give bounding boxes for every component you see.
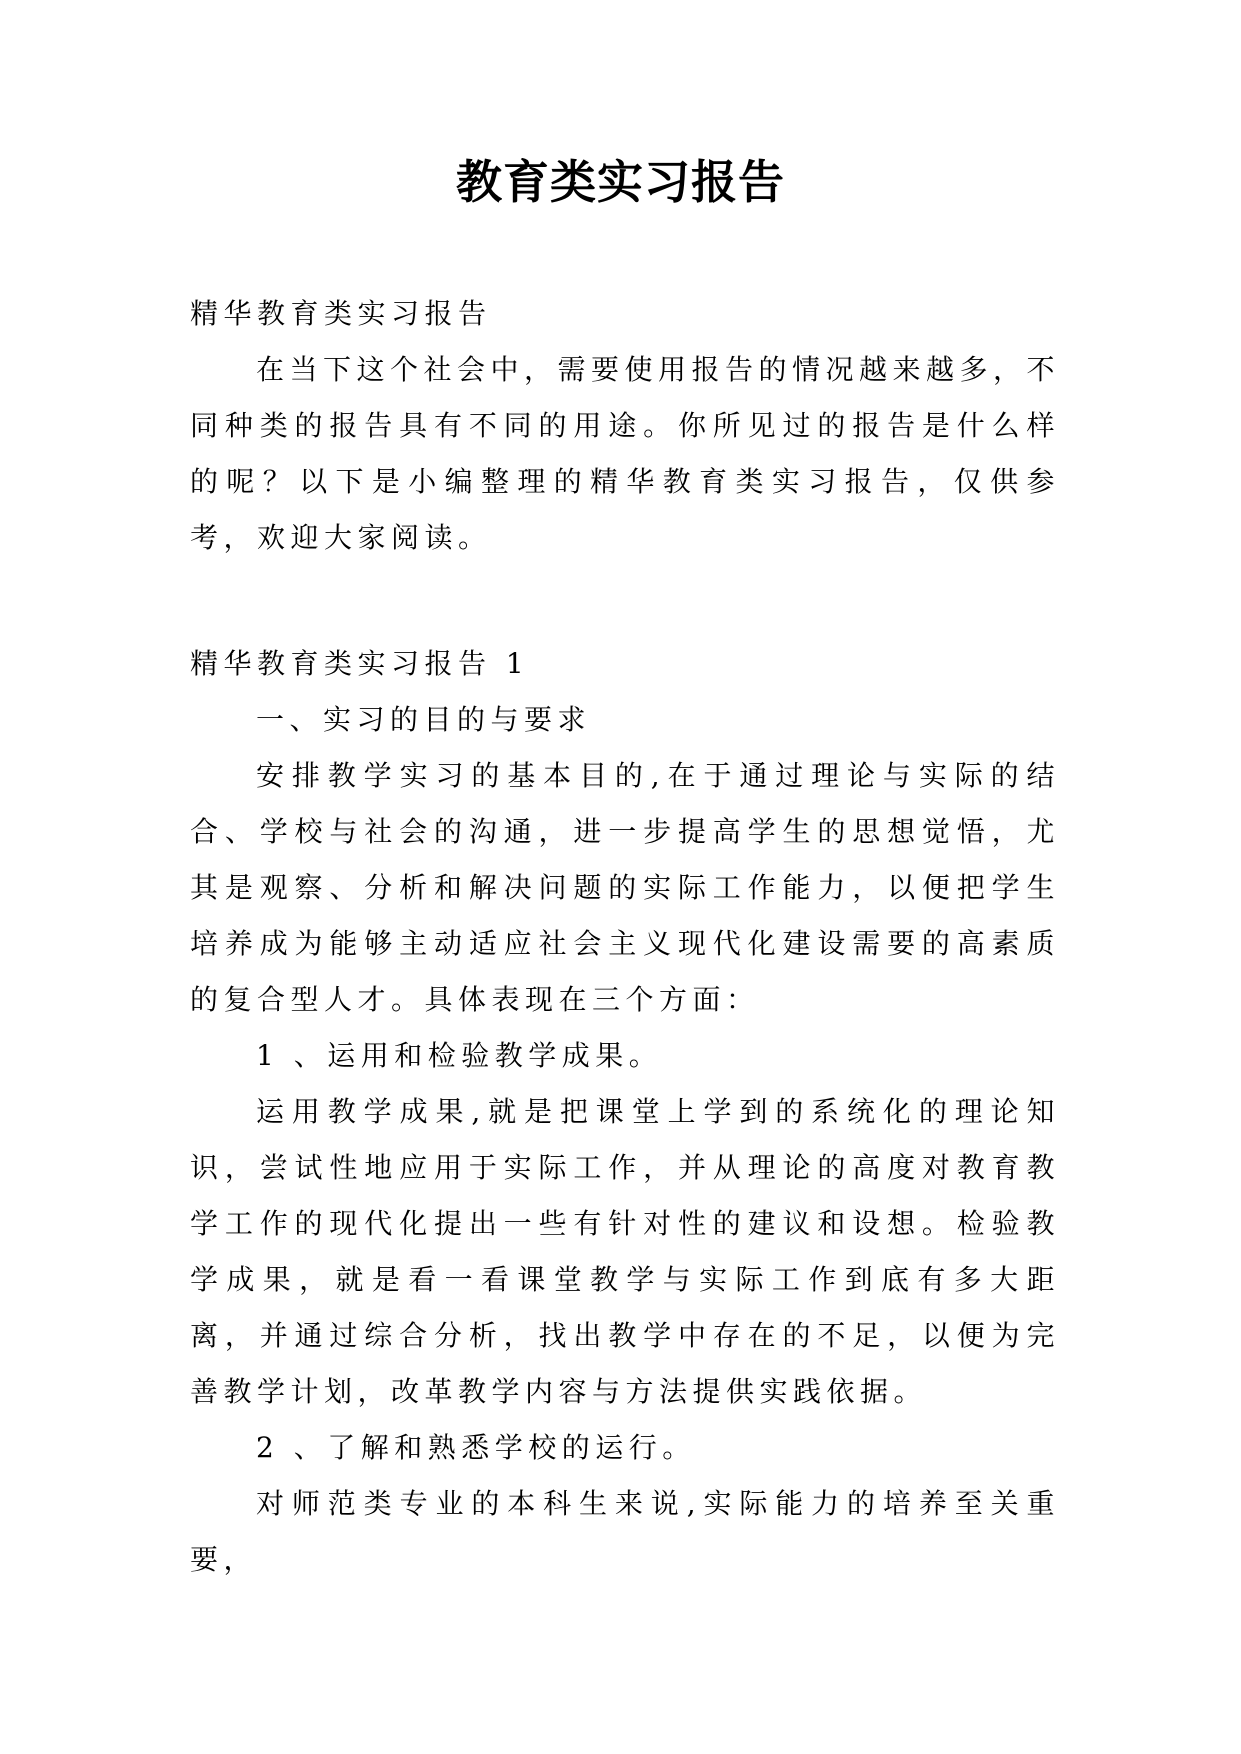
- section-1-paragraph-purpose: 安排教学实习的基本目的,在于通过理论与实际的结合、学校与社会的沟通，进一步提高学生的思想觉悟，尤其是观察、分析和解决问题的实际工作能力，以便把学生培养成为能够主动适应社会主义现代化建设需要的高素质的复合型人才。具体表现在三个方面：: [190, 759, 1060, 1016]
- item-2-paragraph: 对师范类专业的本科生来说,实际能力的培养至关重要，: [190, 1487, 1060, 1576]
- item-1-heading: 1 、运用和检验教学成果。: [256, 1039, 663, 1072]
- item-2-heading: 2 、了解和熟悉学校的运行。: [256, 1431, 696, 1464]
- intro-section: [190, 286, 1060, 566]
- section-1: [190, 636, 1060, 1588]
- document-title: 教育类实习报告: [456, 155, 785, 209]
- section-1-heading: 精华教育类实习报告 1: [190, 647, 530, 680]
- intro-heading: 精华教育类实习报告: [190, 297, 492, 330]
- section-1-subheading: 一、实习的目的与要求: [256, 703, 592, 736]
- item-1-paragraph: 运用教学成果,就是把课堂上学到的系统化的理论知识，尝试性地应用于实际工作，并从理论的高度对教育教学工作的现代化提出一些有针对性的建议和设想。检验教学成果，就是看一看课堂教学与实际工作到底有多大距离，并通过综合分析，找出教学中存在的不足，以便为完善教学计划，改革教学内容与方法提供实践依据。: [190, 1095, 1060, 1408]
- intro-paragraph: 在当下这个社会中，需要使用报告的情况越来越多，不同种类的报告具有不同的用途。你所见过的报告是什么样的呢？以下是小编整理的精华教育类实习报告，仅供参考，欢迎大家阅读。: [190, 353, 1061, 554]
